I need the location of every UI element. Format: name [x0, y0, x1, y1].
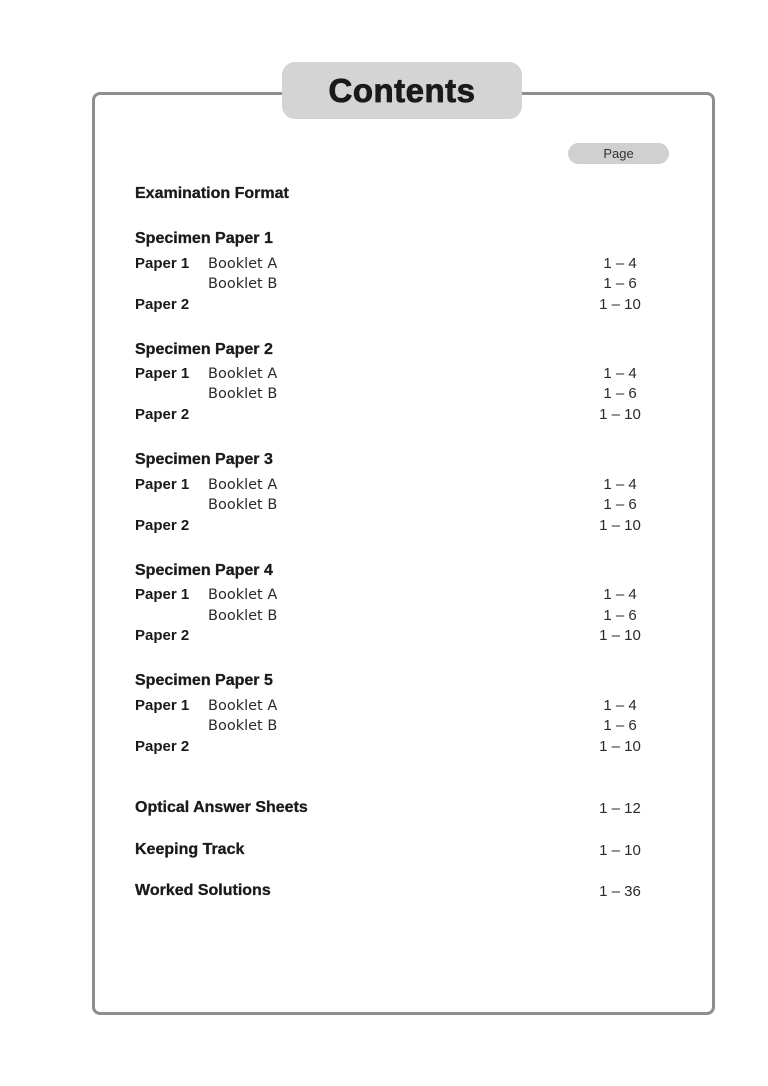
page-range: 1 – 36	[599, 883, 641, 900]
page-range: 1 – 6	[603, 385, 637, 402]
booklet-label[interactable]: Booklet A	[208, 477, 278, 493]
page-range: 1 – 6	[603, 275, 637, 292]
title-tab	[282, 62, 522, 119]
page-range: 1 – 4	[603, 476, 637, 493]
paper-label: Paper 1	[135, 365, 190, 382]
page-range: 1 – 6	[603, 717, 637, 734]
section-heading[interactable]: Specimen Paper 3	[135, 451, 273, 468]
section-heading[interactable]: Specimen Paper 2	[135, 341, 273, 358]
page-range: 1 – 10	[599, 517, 641, 534]
paper-label[interactable]: Paper 2	[135, 296, 190, 313]
paper-label: Paper 1	[135, 255, 190, 272]
booklet-label[interactable]: Booklet B	[208, 718, 278, 734]
booklet-label[interactable]: Booklet B	[208, 276, 278, 292]
paper-label: Paper 1	[135, 586, 190, 603]
page-range: 1 – 10	[599, 627, 641, 644]
page-range: 1 – 12	[599, 800, 641, 817]
page-range: 1 – 10	[599, 842, 641, 859]
page-range: 1 – 4	[603, 586, 637, 603]
booklet-label[interactable]: Booklet B	[208, 608, 278, 624]
paper-label[interactable]: Paper 2	[135, 406, 190, 423]
page-range: 1 – 4	[603, 697, 637, 714]
booklet-label[interactable]: Booklet B	[208, 386, 278, 402]
page-range: 1 – 10	[599, 406, 641, 423]
booklet-label[interactable]: Booklet A	[208, 698, 278, 714]
paper-label[interactable]: Paper 2	[135, 738, 190, 755]
section-heading[interactable]: Specimen Paper 5	[135, 672, 273, 689]
toc-entry-worked-solutions[interactable]: Worked Solutions	[135, 882, 271, 899]
toc-entry-keeping-track[interactable]: Keeping Track	[135, 841, 245, 858]
page-column-header	[568, 143, 669, 164]
booklet-label[interactable]: Booklet A	[208, 366, 278, 382]
page-range: 1 – 4	[603, 255, 637, 272]
paper-label[interactable]: Paper 2	[135, 517, 190, 534]
page-column-label: Page	[603, 146, 634, 161]
page-range: 1 – 10	[599, 738, 641, 755]
section-heading[interactable]: Specimen Paper 4	[135, 562, 273, 579]
page-range: 1 – 10	[599, 296, 641, 313]
page-title: Contents	[328, 71, 476, 109]
booklet-label[interactable]: Booklet B	[208, 497, 278, 513]
paper-label[interactable]: Paper 2	[135, 627, 190, 644]
page-range: 1 – 6	[603, 607, 637, 624]
toc-entry-optical-answer-sheets[interactable]: Optical Answer Sheets	[135, 799, 308, 816]
paper-label: Paper 1	[135, 697, 190, 714]
booklet-label[interactable]: Booklet A	[208, 587, 278, 603]
paper-label: Paper 1	[135, 476, 190, 493]
booklet-label[interactable]: Booklet A	[208, 256, 278, 272]
section-heading[interactable]: Specimen Paper 1	[135, 230, 273, 247]
page-range: 1 – 4	[603, 365, 637, 382]
toc-entry-examination-format[interactable]: Examination Format	[135, 185, 289, 202]
page-range: 1 – 6	[603, 496, 637, 513]
